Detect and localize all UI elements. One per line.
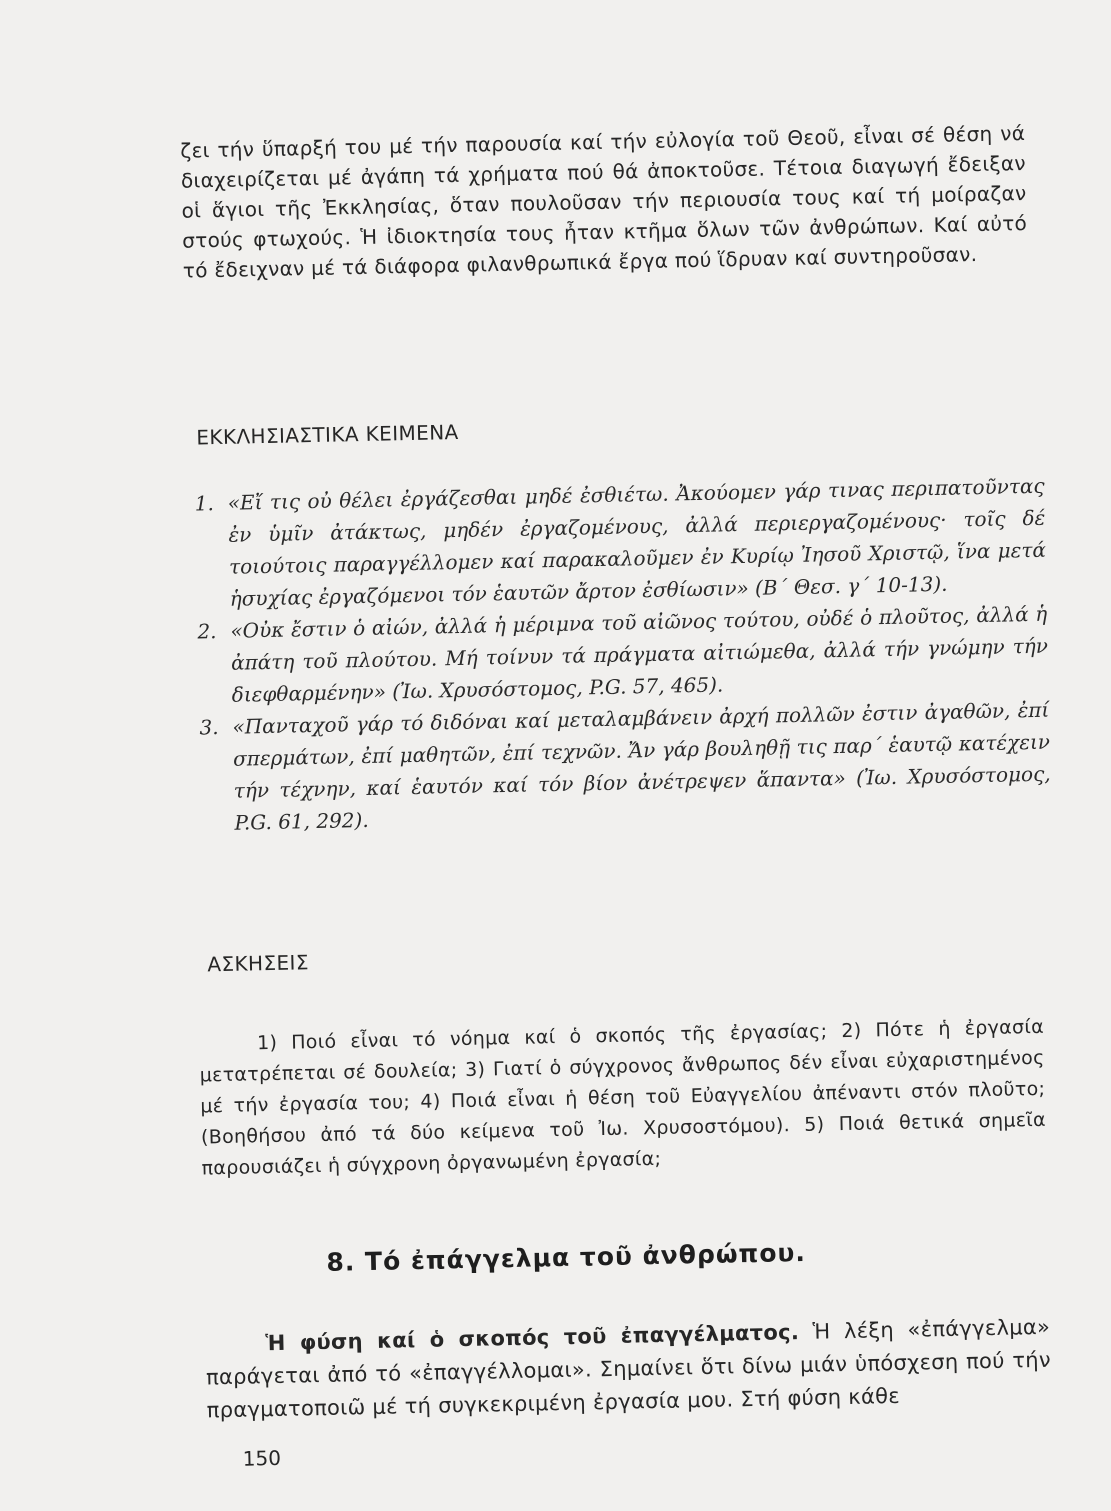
quote-text: «Εἴ τις οὐ θέλει ἐργάζεσθαι μηδέ ἐσθιέτω. Ἀκούομεν γάρ τινας περιπατοῦντας ἐν ὑμῖν ἀτάκτως, μηδέν ἐργαζομένους, ἀλλά περιεργαζομένους· τοῖς δέ τοιούτοις παραγγέλλομεν καί παρακαλοῦμεν ἐν Κυρίῳ Ἰησοῦ Χριστῷ, ἵνα μετά ἡσυχίας ἐργαζόμενοι τόν ἑαυτῶν ἄρτον ἐσθίωσιν» (Β΄ Θεσ. γ΄ 10-13). bbox=[227, 473, 1047, 611]
chapter-body-paragraph bbox=[205, 1311, 1052, 1428]
chapter-lead-bold: Ἡ φύση καί ὁ σκοπός τοῦ ἐπαγγέλματος. bbox=[265, 1320, 800, 1356]
quote-text: «Πανταχοῦ γάρ τό διδόναι καί μεταλαμβάνειν ἀρχή πολλῶν ἐστιν ἀγαθῶν, ἐπί σπερμάτων, ἐπί μαθητῶν, ἐπί τεχνῶν. Ἄν γάρ βουληθῇ τις παρ΄ ἑαυτῷ κατέχειν τήν τέχνην, καί ἑαυτόν καί τόν βίον ἀνέτρεψεν ἅπαντα» (Ἰω. Χρυσόστομος, P.G. 61, 292). bbox=[232, 697, 1051, 835]
quote-number: 3. bbox=[199, 715, 219, 740]
quote-item bbox=[199, 694, 1051, 840]
quote-item bbox=[197, 598, 1049, 712]
page-number: 150 bbox=[242, 1445, 282, 1471]
quote-item bbox=[194, 470, 1046, 616]
section-heading-askiseis: ΑΣΚΗΣΕΙΣ bbox=[207, 950, 310, 977]
section-heading-keimena: ΕΚΚΛΗΣΙΑΣΤΙΚΑ ΚΕΙΜΕΝΑ bbox=[196, 419, 459, 450]
quote-number: 2. bbox=[197, 619, 217, 644]
chapter-body-text: Ἡ λέξη «ἐπάγγελμα» παράγεται ἀπό τό «ἐπαγγέλλομαι». Σημαίνει ὅτι δίνω μιάν ὑπόσχεση πού τήν πραγματοποιῶ μέ τή συγκεκριμένη ἐργασία μου. Στή φύση κάθε bbox=[205, 1314, 1052, 1423]
quote-number: 1. bbox=[194, 491, 215, 516]
exercises-paragraph: 1) Ποιό εἶναι τό νόημα καί ὁ σκοπός τῆς ἐργασίας; 2) Πότε ἡ ἐργασία μετατρέπεται σέ δουλεία; 3) Γιατί ὁ σύγχρονος ἄνθρωπος δέν εἶναι εὐχαριστημένος μέ τήν ἐργασία του; 4) Ποιά εἶναι ἡ θέση τοῦ Εὐαγγελίου ἀπέναντι στόν πλοῦτο; (Βοηθήσου ἀπό τά δύο κείμενα τοῦ Ἰω. Χρυσοστόμου). 5) Ποιά θετικά σημεῖα παρουσιάζει ἡ σύγχρονη ὀργανωμένη ἐργασία; bbox=[199, 1015, 1047, 1180]
quote-list bbox=[194, 470, 1051, 840]
quote-text: «Οὐκ ἔστιν ὁ αἰών, ἀλλά ἡ μέριμνα τοῦ αἰῶνος τούτου, οὐδέ ὁ πλοῦτος, ἀλλά ἡ ἀπάτη τοῦ πλούτου. Μή τοίνυν τά πράγματα αἰτιώμεθα, ἀλλά τήν γνώμην τήν διεφθαρμένην» (Ἰω. Χρυσόστομος, P.G. 57, 465). bbox=[230, 601, 1049, 707]
intro-paragraph: ζει τήν ὕπαρξή του μέ τήν παρουσία καί τήν εὐλογία τοῦ Θεοῦ, εἶναι σέ θέση νά διαχειρίζεται μέ ἀγάπη τά χρήματα πού θά ἀποκτοῦσε. Τέτοια διαγωγή ἔδειξαν οἱ ἅγιοι τῆς Ἐκκλησίας, ὅταν πουλοῦσαν τήν περιουσία τους καί τή μοίραζαν στούς φτωχούς. Ἡ ἰδιοκτησία τους ἦταν κτῆμα ὅλων τῶν ἀνθρώπων. Καί αὐτό τό ἔδειχναν μέ τά διάφορα φιλανθρωπικά ἔργα πού ἵδρυαν καί συντηροῦσαν. bbox=[180, 121, 1028, 283]
chapter-title: 8. Τό ἐπάγγελμα τοῦ ἀνθρώπου. bbox=[326, 1237, 807, 1277]
